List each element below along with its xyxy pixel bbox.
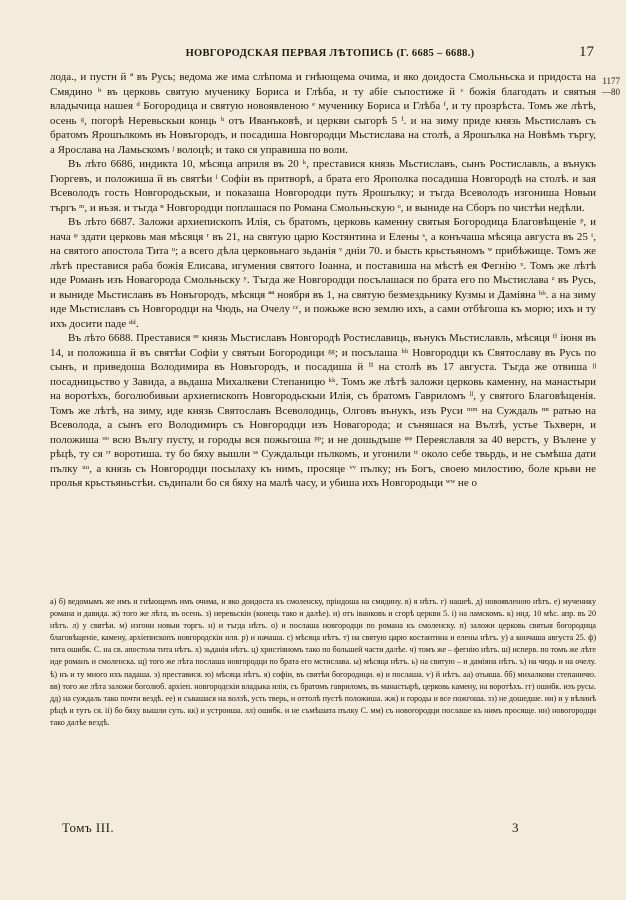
running-title: НОВГОРОДСКАЯ ПЕРВАЯ ЛѢТОПИСЬ (Г. 6685 – 6688.) — [185, 48, 475, 59]
page-number: 17 — [579, 44, 594, 60]
margin-year-reference — [602, 76, 620, 98]
footnotes: а) б) ведомымъ же имъ и гнѣющемъ имъ очима, и яко доидоста къ смоленску, пріидоша на смядину. в) я нѣтъ. г) нашеѣ. д) новоявленою нѣтъ. е) мученику романа и давида. ж) того же лѣта, въ осень. з) неревьскiи (конець тако и далѣе). и) отъ iванковъ и сгорѣ церкви 5. i) на ламскомъ. к) инд. 10 мѣс. апр. въ 20 нѣтъ. л) у святѣи. м) изгони новыи торгъ. н) и тъгда нѣтъ. о) и послаша новгородци по романа къ смоленску. п) заложи церковь святыя богородица благовѣщенiе, камену, архiепископъ новгородскiи иля. р) и начаша. с) мѣсяца нѣтъ. т) на святую царю костантина и елены нѣтъ. у) а кончаша августа 25. ф) тита ошибк. С. на св. апостола тита нѣтъ. х) зьданiя нѣтъ. ц) христiяномъ тако по большей части далѣе. ч) томъ же – фегнiю нѣтъ. ш) исперв. по томъ же лѣте иде романъ и смоленска. щ) того же лѣта послаша новгородци по брата его мстислава. ы) мѣсяца нѣтъ. ь) на святую – и даміяна нѣтъ. ъ) на чюдь и на очелу. ѣ) нъ и ту много ихъ падаша. э) преставися. ю) мѣсяца нѣтъ. я) софiи, въ святѣи богородици. ѳ) и послаша. ѵ) й нѣтъ. аа) отьяша. бб) михалкови степаничю. вв) того же лѣта заложи боголюб. архіеп. новгородскiи владыка илія, съ братомъ гавриломъ, въ манастырѣ, церковь камену, на воротѣхъ. гг) ошибк. изъ русы. дд) на суждаль тако почти вездѣ. ее) и съвашася на волзѣ, усть тверь, и оттолѣ пустѣ положиша. жж) и городы и все пожгоша. зз) не дошедше. ии) и у вѣлинѣ рѣцѣ и тутъ ся. іі) бо бяху вышли суть. кк) и устроиша. лл) ошибк. и не съмѣшата пълку С. мм) съ новогородци послаше къ нимъ просяще. нн) новогородци тако далѣе вездѣ. — [50, 597, 596, 727]
margin-years: 1177 —80 — [602, 76, 620, 97]
sheet-number: 3 — [512, 820, 519, 835]
volume-label: Томъ III. — [62, 820, 115, 835]
paragraph-6688: Въ лѣто 6688. Преставися ᵉᵉ князь Мьстиславъ Новгородѣ Ростиславиць, вънукъ Мьстиславль, мѣсяця ᶠᶠ іюня въ 14, и положиша й въ святѣи Софіи у святыи Богородици ᵍᵍ; и посълаша ʰʰ Новгородци къ Святославу въ Русь по сынъ, и приведоша Володимира въ Новъгородъ, и посадиша й ⁱⁱ на столѣ въ 17 августа. Тъгда же отвиша ʲʲ посадницьство у Завида, а вьдаша Михалкеви Степаницю ᵏᵏ. Томъ же лѣтѣ заложи церковь каменну, на манастыри на воротѣхъ, боголюбивыи архиепископъ Новгородьскыи Илія, съ братомъ Гавриломъ ˡˡ, у святого Благовѣщенія. Томъ же лѣтѣ, на зиму, иде князь Святославъ Всеволодиць, Олговъ вънукъ, изъ Руси ᵐᵐ на Суждаль ⁿⁿ ратью на Всеволода, а сынъ его Володимиръ съ Новгородци изъ Новагорода; и съняшася на Вълзѣ, устье Тьхверн, и положиша ᵒᵒ всю Вългу пусту, и городы вся пожьгоша ᵖᵖ; и не дошьдъше ᵠᵠ Переяславля за 40 верстъ, у Вълене у рѣцѣ, ту ся ʳʳ воротиша. ту бо бяху вышли ˢˢ Суждальци пълкомъ, и угонили ᵗᵗ около себе твьрдь, и не съмѣша дати пълку ᵘᵘ, а князь съ Новгородци посылаху къ нимъ, просяце ᵛᵛ пълку; нъ Богъ, своею милостию, боле крьви не пролья крьстьяньстѣи. съдипали бо ся бяху на малѣ часу, и убиша ихъ Новгородьци ʷʷ не о — [50, 332, 596, 489]
paragraph-6687: Въ лѣто 6687. Заложи архиепископъ Илія, съ братомъ, церковь каменну святыя Богородица Благовѣщеніе ᵖ, и нача ᵠ здати церковь мая мѣсяця ʳ въ 21, на святую царю Костянтина и Елены ˢ, а конъчаша мѣсяца августа въ 25 ᵗ, на святого апостола Тита ᵘ; а всего дѣла церковьнаго зьданія ᵛ днiи 70. и бысть крьстьяномъ ʷ прибѣжище. Томъ же лѣтѣ преставися раба божія Елисава, игумения святого Іоанна, и поставиша на мѣстѣ ея Фегнію ˣ. Томъ же лѣтѣ иде Романъ изъ Новагорода Смольньску ʸ. Тъгда же Новгородци посълашася по брата его по Мьстислава ᶻ въ Русь, и выниде Мьстиславъ въ Новъгородъ, мѣсяця ªª ноября въ 1, на святую безмездьнику Кузмы и Даміяна ᵇᵇ. а на зиму иде Мьстиславъ съ Новгородци на Чюдь, на Очелу ᶜᶜ, и пожьже всю землю ихъ, а сами отбѣгоша къ морю; ихъ и ту ихъ досити паде ᵈᵈ. — [50, 216, 596, 330]
chronicle-text — [50, 70, 596, 491]
paragraph-1: лода., и пустн й ª въ Русь; ведома же има слѣпома и гнѣющема очима, и яко доидоста Смольньска и придоста на Смядино ᵇ въ церковь святую мученику Бориса и Глѣба, и ту абіе съпостиже й ᶜ божія благодать и святыя владычица нашея ᵈ Богородица и святую новоявленою ᵉ мученику Бориса и Глѣба ᶠ, и ту прозрѣста. Томъ же лѣтѣ, осень ᵍ, погорѣ Неревьскыи конць ʰ отъ Иванъковѣ, и церкви сыгорѣ 5 ⁱ. и на зиму приде князь Мьстиславъ съ братомъ Ярошълкомъ въ Новъгородъ, и посадиша Новгородци Мьстислава на столѣ, а Ярошълка на Новѣмъ търгу, а Ярослава на Ламьскомъ ʲ волоцѣ; и тако ся управиша по воли. — [50, 71, 596, 156]
paragraph-6686: Въ лѣто 6686, индикта 10, мѣсяца априля въ 20 ᵏ, преставися князь Мьстиславъ, сынъ Ростиславль, а вънукъ Гюргевъ, и положиша й въ святѣи ˡ Софіи въ притворѣ, а брата его Ярополка посадиша Новгородѣ на столѣ. и зая Всеволодъ гость Новгородьскыи, и показаша Новгородци путь Ярошълку; и тъгда Всеволодъ изгониша Новыи търгъ ᵐ, и възя. и тъгда ⁿ Новгородци поплашася по Романа Смольньскую ᵒ, и выниде на Сборъ по чистѣи недѣли. — [50, 158, 596, 214]
